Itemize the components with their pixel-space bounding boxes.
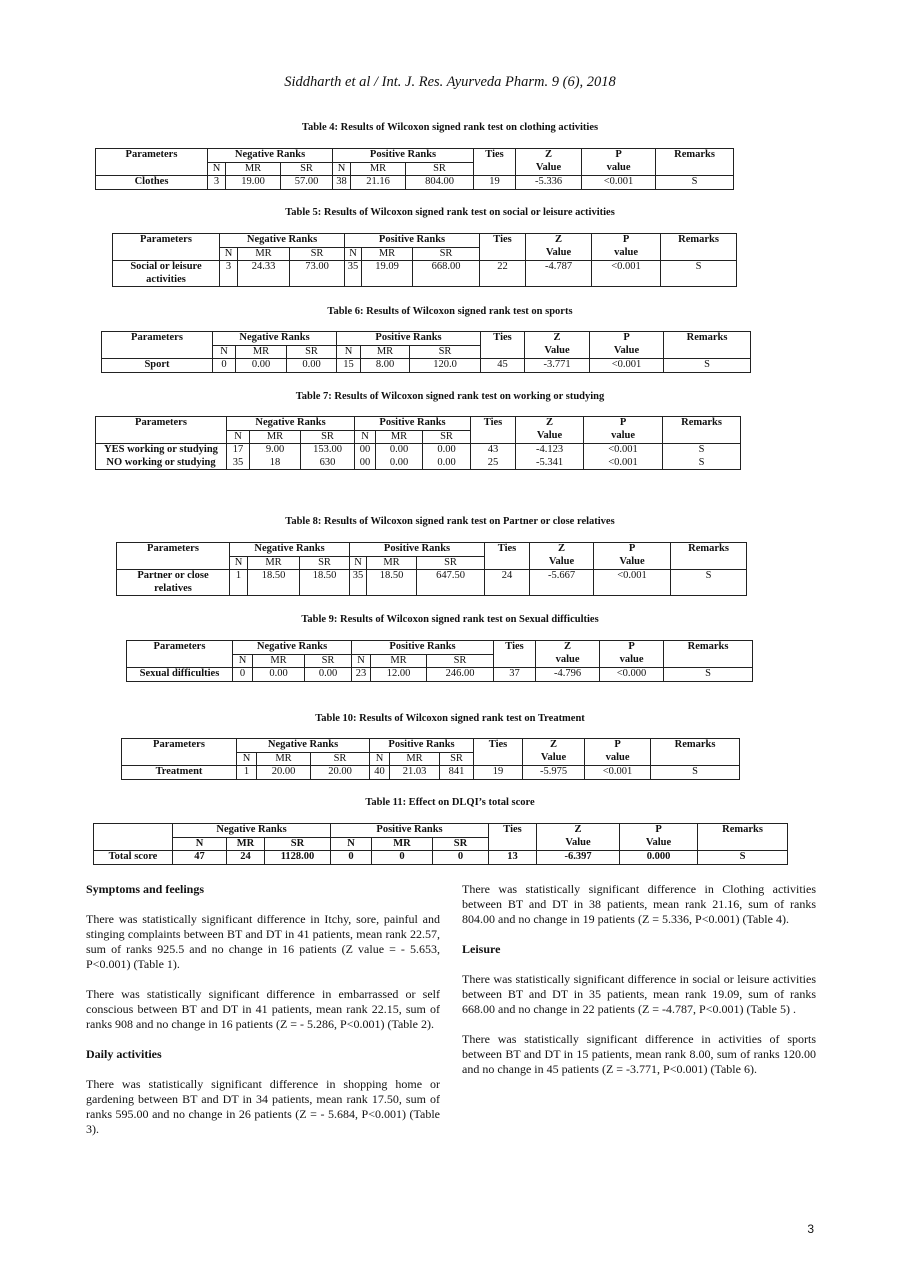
- header-remarks-cont: [661, 247, 737, 261]
- subheader-cell: MR: [367, 556, 417, 570]
- subheader-cell: N: [337, 345, 361, 359]
- table-cell: 19.09: [362, 261, 413, 287]
- subheader-cell: MR: [250, 430, 301, 444]
- table-cell: -3.771: [525, 359, 590, 373]
- header-row: [122, 739, 740, 753]
- table-cell: <0.001: [584, 457, 663, 470]
- subheader-cell: SR: [410, 345, 481, 359]
- table-cell: 1128.00: [265, 851, 331, 865]
- subheader-cell: MR: [238, 247, 290, 261]
- table-caption: Table 7: Results of Wilcoxon signed rank test on working or studying: [295, 391, 605, 402]
- table-row: [127, 668, 753, 682]
- paragraph: There was statistically significant difference in embarrassed or self conscious between BT and DT in 41 patients, mean rank 22.15, sum of ranks 908 and no change in 16 patients (Z = - 5.286, P<0.001) (Table 2).: [86, 987, 440, 1031]
- table-cell: 630: [301, 457, 355, 470]
- right-column: [462, 882, 816, 1092]
- table-cell: <0.001: [590, 359, 664, 373]
- header-z: Z: [525, 332, 590, 346]
- header-negative-ranks: Negative Ranks: [173, 824, 331, 838]
- table-cell: 0.00: [423, 444, 471, 457]
- table-caption: Table 11: Effect on DLQI’s total score: [365, 797, 535, 808]
- table-cell: 45: [481, 359, 525, 373]
- row-parameter: YES working or studying: [96, 444, 227, 457]
- table-cell: 841: [440, 766, 474, 780]
- subheader-cell: N: [345, 247, 362, 261]
- table-cell: -5.667: [530, 570, 594, 596]
- table-caption: Table 10: Results of Wilcoxon signed rank test on Treatment: [315, 713, 585, 724]
- header-parameters: Parameters: [96, 417, 227, 431]
- table-cell: 57.00: [281, 176, 333, 190]
- header-remarks: Remarks: [661, 234, 737, 248]
- header-z-value: Value: [516, 430, 584, 444]
- header-p-value: value: [600, 654, 664, 668]
- table-cell: 0.00: [376, 457, 423, 470]
- subheader-cell: MR: [248, 556, 300, 570]
- table-caption: Table 5: Results of Wilcoxon signed rank test on social or leisure activities: [285, 207, 615, 218]
- header-z-value: Value: [525, 345, 590, 359]
- table-cell: 0.00: [236, 359, 287, 373]
- header-parameters: Parameters: [117, 543, 230, 557]
- header-parameters: Parameters: [113, 234, 220, 248]
- subheader-cell: N: [331, 837, 372, 851]
- table-cell: -4.787: [526, 261, 592, 287]
- subheader-cell: N: [220, 247, 238, 261]
- header-z-value: Value: [526, 247, 592, 261]
- header-ties: Ties: [480, 234, 526, 248]
- subheader-cell: SR: [406, 162, 474, 176]
- table-cell: 0.000: [620, 851, 698, 865]
- header-ties: Ties: [471, 417, 516, 431]
- header-ties: Ties: [474, 739, 523, 753]
- header-parameters-cont: [113, 247, 220, 261]
- header-negative-ranks: Negative Ranks: [227, 417, 355, 431]
- header-z-value: Value: [537, 837, 620, 851]
- subheader-row: [102, 345, 751, 359]
- header-parameters: Parameters: [96, 149, 208, 163]
- header-remarks: Remarks: [663, 417, 741, 431]
- header-p-value: value: [592, 247, 661, 261]
- table-cell: <0.001: [584, 444, 663, 457]
- table-cell: 12.00: [371, 668, 427, 682]
- table-cell: 153.00: [301, 444, 355, 457]
- paragraph: There was statistically significant difference in shopping home or gardening between BT and DT in 34 patients, mean rank 17.50, sum of ranks 595.00 and no change in 26 patients (Z = - 5.684, P<0.001) (Table 3).: [86, 1077, 440, 1136]
- header-negative-ranks: Negative Ranks: [208, 149, 333, 163]
- header-positive-ranks: Positive Ranks: [331, 824, 489, 838]
- table-cell: 47: [173, 851, 227, 865]
- header-ties-cont: [481, 345, 525, 359]
- header-p: P: [590, 332, 664, 346]
- header-remarks: Remarks: [671, 543, 747, 557]
- header-remarks-cont: [664, 345, 751, 359]
- stats-table: [112, 233, 737, 287]
- header-row: [96, 417, 741, 431]
- table-cell: 19.00: [226, 176, 281, 190]
- subheader-cell: MR: [390, 752, 440, 766]
- row-parameter: Partner or close relatives: [117, 570, 230, 596]
- header-ties: Ties: [474, 149, 516, 163]
- row-parameter: Sexual difficulties: [127, 668, 233, 682]
- header-parameters: Parameters: [122, 739, 237, 753]
- header-row: [127, 641, 753, 655]
- table-caption: Table 4: Results of Wilcoxon signed rank test on clothing activities: [301, 122, 599, 133]
- header-z: Z: [526, 234, 592, 248]
- header-ties: Ties: [489, 824, 537, 838]
- table-cell: 25: [471, 457, 516, 470]
- table-cell: <0.000: [600, 668, 664, 682]
- header-negative-ranks: Negative Ranks: [220, 234, 345, 248]
- table-cell: 23: [352, 668, 371, 682]
- table-cell: 9.00: [250, 444, 301, 457]
- header-row: [113, 234, 737, 248]
- stats-table: [95, 148, 734, 190]
- subheader-cell: N: [230, 556, 248, 570]
- header-p: P: [600, 641, 664, 655]
- table-cell: 35: [227, 457, 250, 470]
- table-row: [113, 261, 737, 287]
- subheader-cell: MR: [227, 837, 265, 851]
- header-p: P: [620, 824, 698, 838]
- subheader-row: [113, 247, 737, 261]
- header-ties-cont: [474, 162, 516, 176]
- subheader-cell: MR: [372, 837, 433, 851]
- table-cell: 38: [333, 176, 351, 190]
- subheader-row: [117, 556, 747, 570]
- table-cell: S: [656, 176, 734, 190]
- left-column: [86, 882, 440, 1152]
- subheader-row: [122, 752, 740, 766]
- subheader-cell: N: [350, 556, 367, 570]
- table-cell: -5.336: [516, 176, 582, 190]
- table-caption: Table 8: Results of Wilcoxon signed rank test on Partner or close relatives: [285, 516, 615, 527]
- stats-table: [95, 416, 741, 470]
- header-remarks: Remarks: [651, 739, 740, 753]
- table-cell: 3: [208, 176, 226, 190]
- header-remarks-cont: [651, 752, 740, 766]
- header-parameters-cont: [117, 556, 230, 570]
- table-cell: <0.001: [585, 766, 651, 780]
- header-z-value: Value: [523, 752, 585, 766]
- table-cell: S: [661, 261, 737, 287]
- subheader-cell: N: [227, 430, 250, 444]
- stats-table: [93, 823, 788, 865]
- table-cell: 647.50: [417, 570, 485, 596]
- header-remarks: Remarks: [664, 332, 751, 346]
- header-ties-cont: [471, 430, 516, 444]
- subheader-cell: MR: [362, 247, 413, 261]
- subheader-cell: SR: [281, 162, 333, 176]
- subheader-cell: MR: [257, 752, 311, 766]
- table-cell: 20.00: [257, 766, 311, 780]
- subheader-cell: N: [173, 837, 227, 851]
- table-cell: 0: [433, 851, 489, 865]
- subheader-cell: MR: [236, 345, 287, 359]
- header-negative-ranks: Negative Ranks: [213, 332, 337, 346]
- header-row: [96, 149, 734, 163]
- header-z-value: Value: [516, 162, 582, 176]
- subheader-cell: SR: [427, 654, 494, 668]
- table-cell: 0: [372, 851, 433, 865]
- table-cell: 24.33: [238, 261, 290, 287]
- table-cell: -4.796: [536, 668, 600, 682]
- header-z-value: value: [536, 654, 600, 668]
- table-row: [122, 766, 740, 780]
- header-negative-ranks: Negative Ranks: [233, 641, 352, 655]
- subheader-cell: SR: [423, 430, 471, 444]
- header-z: Z: [516, 417, 584, 431]
- header-ties: Ties: [485, 543, 530, 557]
- stats-table: [121, 738, 740, 780]
- table-cell: 0.00: [423, 457, 471, 470]
- section-heading-symptoms: Symptoms and feelings: [86, 882, 205, 896]
- subheader-row: [96, 430, 741, 444]
- header-remarks: Remarks: [698, 824, 788, 838]
- header-z: Z: [530, 543, 594, 557]
- header-remarks-cont: [698, 837, 788, 851]
- subheader-cell: SR: [300, 556, 350, 570]
- subheader-cell: N: [208, 162, 226, 176]
- row-parameter: Total score: [94, 851, 173, 865]
- subheader-row: [127, 654, 753, 668]
- paragraph: There was statistically significant difference in Itchy, sore, painful and stinging complaints between BT and DT in 41 patients, mean rank 22.57, sum of ranks 925.5 and no change in 16 patients (Z value = - 5.653, P<0.001) (Table 1).: [86, 912, 440, 971]
- header-ties-cont: [494, 654, 536, 668]
- header-ties: Ties: [494, 641, 536, 655]
- header-p: P: [582, 149, 656, 163]
- table-cell: 21.16: [351, 176, 406, 190]
- table-cell: 00: [355, 444, 376, 457]
- subheader-cell: SR: [265, 837, 331, 851]
- paragraph: There was statistically significant difference in Clothing activities between BT and DT in 38 patients, mean rank 21.16, sum of ranks 804.00 and no change in 19 patients (Z = 5.336, P<0.001) (Table 4).: [462, 882, 816, 926]
- table-cell: 246.00: [427, 668, 494, 682]
- header-parameters-cont: [94, 837, 173, 851]
- table-cell: 0.00: [287, 359, 337, 373]
- header-p: P: [584, 417, 663, 431]
- header-row: [102, 332, 751, 346]
- paragraph: There was statistically significant difference in activities of sports between BT and DT in 15 patients, mean rank 8.00, sum of ranks 120.00 and no change in 45 patients (Z = -3.771, P<0.001) (Table 6).: [462, 1032, 816, 1076]
- table-cell: 15: [337, 359, 361, 373]
- table-cell: S: [663, 444, 741, 457]
- header-positive-ranks: Positive Ranks: [350, 543, 485, 557]
- subheader-cell: SR: [311, 752, 370, 766]
- table-caption: Table 6: Results of Wilcoxon signed rank test on sports: [327, 306, 573, 317]
- table-row: [96, 176, 734, 190]
- subheader-cell: MR: [253, 654, 305, 668]
- subheader-cell: SR: [413, 247, 480, 261]
- paragraph: There was statistically significant difference in social or leisure activities between BT and DT in 35 patients, mean rank 19.09, sum of ranks 668.00 and no change in 22 patients (Z = -4.787, P<0.001) (Table 5) .: [462, 972, 816, 1016]
- header-positive-ranks: Positive Ranks: [355, 417, 471, 431]
- header-remarks-cont: [664, 654, 753, 668]
- table-cell: 0: [331, 851, 372, 865]
- row-parameter: Clothes: [96, 176, 208, 190]
- table-cell: 00: [355, 457, 376, 470]
- header-ties-cont: [480, 247, 526, 261]
- stats-table: [101, 331, 751, 373]
- header-positive-ranks: Positive Ranks: [345, 234, 480, 248]
- header-row: [117, 543, 747, 557]
- header-remarks-cont: [656, 162, 734, 176]
- header-parameters-cont: [127, 654, 233, 668]
- subheader-cell: MR: [361, 345, 410, 359]
- header-ties-cont: [474, 752, 523, 766]
- table-row: [96, 444, 741, 457]
- header-parameters-cont: [96, 430, 227, 444]
- header-p: P: [585, 739, 651, 753]
- subheader-cell: N: [355, 430, 376, 444]
- table-cell: -5.341: [516, 457, 584, 470]
- header-parameters-cont: [122, 752, 237, 766]
- table-cell: 20.00: [311, 766, 370, 780]
- header-remarks-cont: [663, 430, 741, 444]
- table-row: [96, 457, 741, 470]
- header-z: Z: [523, 739, 585, 753]
- table-cell: 13: [489, 851, 537, 865]
- header-p-value: Value: [590, 345, 664, 359]
- table-cell: S: [664, 668, 753, 682]
- subheader-cell: SR: [417, 556, 485, 570]
- table-cell: -4.123: [516, 444, 584, 457]
- table-cell: 37: [494, 668, 536, 682]
- table-cell: 18.50: [248, 570, 300, 596]
- table-cell: 18.50: [300, 570, 350, 596]
- table-cell: 0.00: [253, 668, 305, 682]
- table-cell: 18.50: [367, 570, 417, 596]
- running-header: Siddharth et al / Int. J. Res. Ayurveda Pharm. 9 (6), 2018: [284, 74, 616, 90]
- table-caption: Table 9: Results of Wilcoxon signed rank test on Sexual difficulties: [301, 614, 599, 625]
- table-cell: 35: [350, 570, 367, 596]
- table-cell: 668.00: [413, 261, 480, 287]
- subheader-cell: N: [237, 752, 257, 766]
- row-parameter: Sport: [102, 359, 213, 373]
- header-negative-ranks: Negative Ranks: [237, 739, 370, 753]
- header-negative-ranks: Negative Ranks: [230, 543, 350, 557]
- row-parameter: Treatment: [122, 766, 237, 780]
- header-row: [94, 824, 788, 838]
- subheader-cell: N: [233, 654, 253, 668]
- header-parameters-cont: [96, 162, 208, 176]
- table-cell: 0: [233, 668, 253, 682]
- header-ties-cont: [485, 556, 530, 570]
- table-cell: 24: [227, 851, 265, 865]
- section-heading-leisure: Leisure: [462, 942, 501, 956]
- table-cell: S: [698, 851, 788, 865]
- subheader-cell: N: [333, 162, 351, 176]
- subheader-cell: N: [370, 752, 390, 766]
- table-cell: 18: [250, 457, 301, 470]
- subheader-cell: SR: [305, 654, 352, 668]
- table-cell: 1: [230, 570, 248, 596]
- table-cell: S: [651, 766, 740, 780]
- table-cell: 40: [370, 766, 390, 780]
- stats-table: [116, 542, 747, 596]
- subheader-cell: MR: [371, 654, 427, 668]
- header-p-value: value: [585, 752, 651, 766]
- table-cell: S: [664, 359, 751, 373]
- table-cell: 804.00: [406, 176, 474, 190]
- row-parameter: Social or leisure activities: [113, 261, 220, 287]
- header-positive-ranks: Positive Ranks: [333, 149, 474, 163]
- header-remarks-cont: [671, 556, 747, 570]
- header-p: P: [594, 543, 671, 557]
- header-p-value: value: [582, 162, 656, 176]
- table-cell: <0.001: [582, 176, 656, 190]
- subheader-cell: SR: [433, 837, 489, 851]
- subheader-row: [96, 162, 734, 176]
- header-p-value: Value: [620, 837, 698, 851]
- header-p: P: [592, 234, 661, 248]
- header-ties: Ties: [481, 332, 525, 346]
- header-z: Z: [536, 641, 600, 655]
- table-cell: 0: [213, 359, 236, 373]
- subheader-cell: SR: [290, 247, 345, 261]
- table-cell: <0.001: [592, 261, 661, 287]
- table-cell: 120.0: [410, 359, 481, 373]
- header-z-value: Value: [530, 556, 594, 570]
- subheader-cell: MR: [376, 430, 423, 444]
- table-cell: 19: [474, 766, 523, 780]
- table-row: [102, 359, 751, 373]
- table-cell: S: [671, 570, 747, 596]
- subheader-cell: SR: [301, 430, 355, 444]
- subheader-cell: MR: [351, 162, 406, 176]
- table-cell: S: [663, 457, 741, 470]
- table-cell: 21.03: [390, 766, 440, 780]
- header-z: Z: [537, 824, 620, 838]
- header-positive-ranks: Positive Ranks: [352, 641, 494, 655]
- table-cell: 0.00: [305, 668, 352, 682]
- header-positive-ranks: Positive Ranks: [337, 332, 481, 346]
- stats-table: [126, 640, 753, 682]
- header-p-value: value: [584, 430, 663, 444]
- table-cell: 3: [220, 261, 238, 287]
- subheader-cell: N: [352, 654, 371, 668]
- table-cell: <0.001: [594, 570, 671, 596]
- table-cell: -5.975: [523, 766, 585, 780]
- table-cell: 43: [471, 444, 516, 457]
- header-parameters: [94, 824, 173, 838]
- subheader-cell: SR: [287, 345, 337, 359]
- table-cell: 24: [485, 570, 530, 596]
- header-positive-ranks: Positive Ranks: [370, 739, 474, 753]
- table-cell: 35: [345, 261, 362, 287]
- row-parameter: NO working or studying: [96, 457, 227, 470]
- section-heading-daily-activities: Daily activities: [86, 1047, 162, 1061]
- table-cell: 1: [237, 766, 257, 780]
- header-parameters-cont: [102, 345, 213, 359]
- table-cell: -6.397: [537, 851, 620, 865]
- header-z: Z: [516, 149, 582, 163]
- header-remarks: Remarks: [656, 149, 734, 163]
- subheader-cell: SR: [440, 752, 474, 766]
- subheader-cell: MR: [226, 162, 281, 176]
- header-remarks: Remarks: [664, 641, 753, 655]
- table-cell: 17: [227, 444, 250, 457]
- table-cell: 22: [480, 261, 526, 287]
- table-cell: 0.00: [376, 444, 423, 457]
- table-row: [117, 570, 747, 596]
- header-parameters: Parameters: [102, 332, 213, 346]
- table-cell: 19: [474, 176, 516, 190]
- header-p-value: Value: [594, 556, 671, 570]
- table-row: [94, 851, 788, 865]
- header-parameters: Parameters: [127, 641, 233, 655]
- page-number: 3: [807, 1222, 814, 1236]
- table-cell: 8.00: [361, 359, 410, 373]
- header-ties-cont: [489, 837, 537, 851]
- subheader-row: [94, 837, 788, 851]
- subheader-cell: N: [213, 345, 236, 359]
- table-cell: 73.00: [290, 261, 345, 287]
